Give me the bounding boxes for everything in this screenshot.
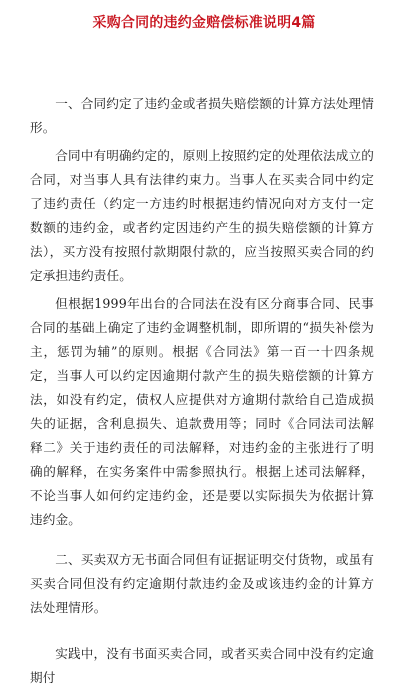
spacer: [30, 620, 374, 642]
paragraph-contract-agreement: 合同中有明确约定的，原则上按照约定的处理依法成立的合同，对当事人具有法律约束力。当事人在买卖合同中约定了违约责任（约定一方违约时根据违约情况向对方支付一定数额的违约金，或者约定因违约产生的损失赔偿额的计算方法），买方没有按照付款期限付款的，应当按照买卖合同的约定承担违约责任。: [30, 148, 374, 283]
document-body: [30, 92, 374, 690]
section-heading-1: 一、合同约定了违约金或者损失赔偿额的计算方法处理情形。: [30, 96, 374, 135]
document-title: 采购合同的违约金赔偿标准说明4篇: [92, 15, 316, 31]
spacer: [30, 532, 374, 548]
paragraph-contract-law-1999: 但根据1999年出台的合同法在没有区分商事合同、民事合同的基础上确定了违约金调整机制，即所谓的“损失补偿为主，惩罚为辅”的原则。根据《合同法》第一百一十四条规定，当事人可以约定因逾期付款产生的损失赔偿额的计算方法，如没有约定，债权人应提供对方逾期付款给自己造成损失的证据，含利息损失、追款费用等；同时《合同法司法解释二》关于违约责任的司法解释，对违约金的主张进行了明确的解释，在实务案件中需参照执行。根据上述司法解释，不论当事人如何约定违约金，还是要以实际损失为依据计算违约金。: [30, 296, 374, 527]
paragraph-practice: 实践中，没有书面买卖合同，或者买卖合同中没有约定逾期付: [30, 646, 374, 685]
section-heading-2: 二、买卖双方无书面合同但有证据证明交付货物，或虽有买卖合同但没有约定逾期付款违约金及或该违约金的计算方法处理情形。: [30, 552, 374, 615]
